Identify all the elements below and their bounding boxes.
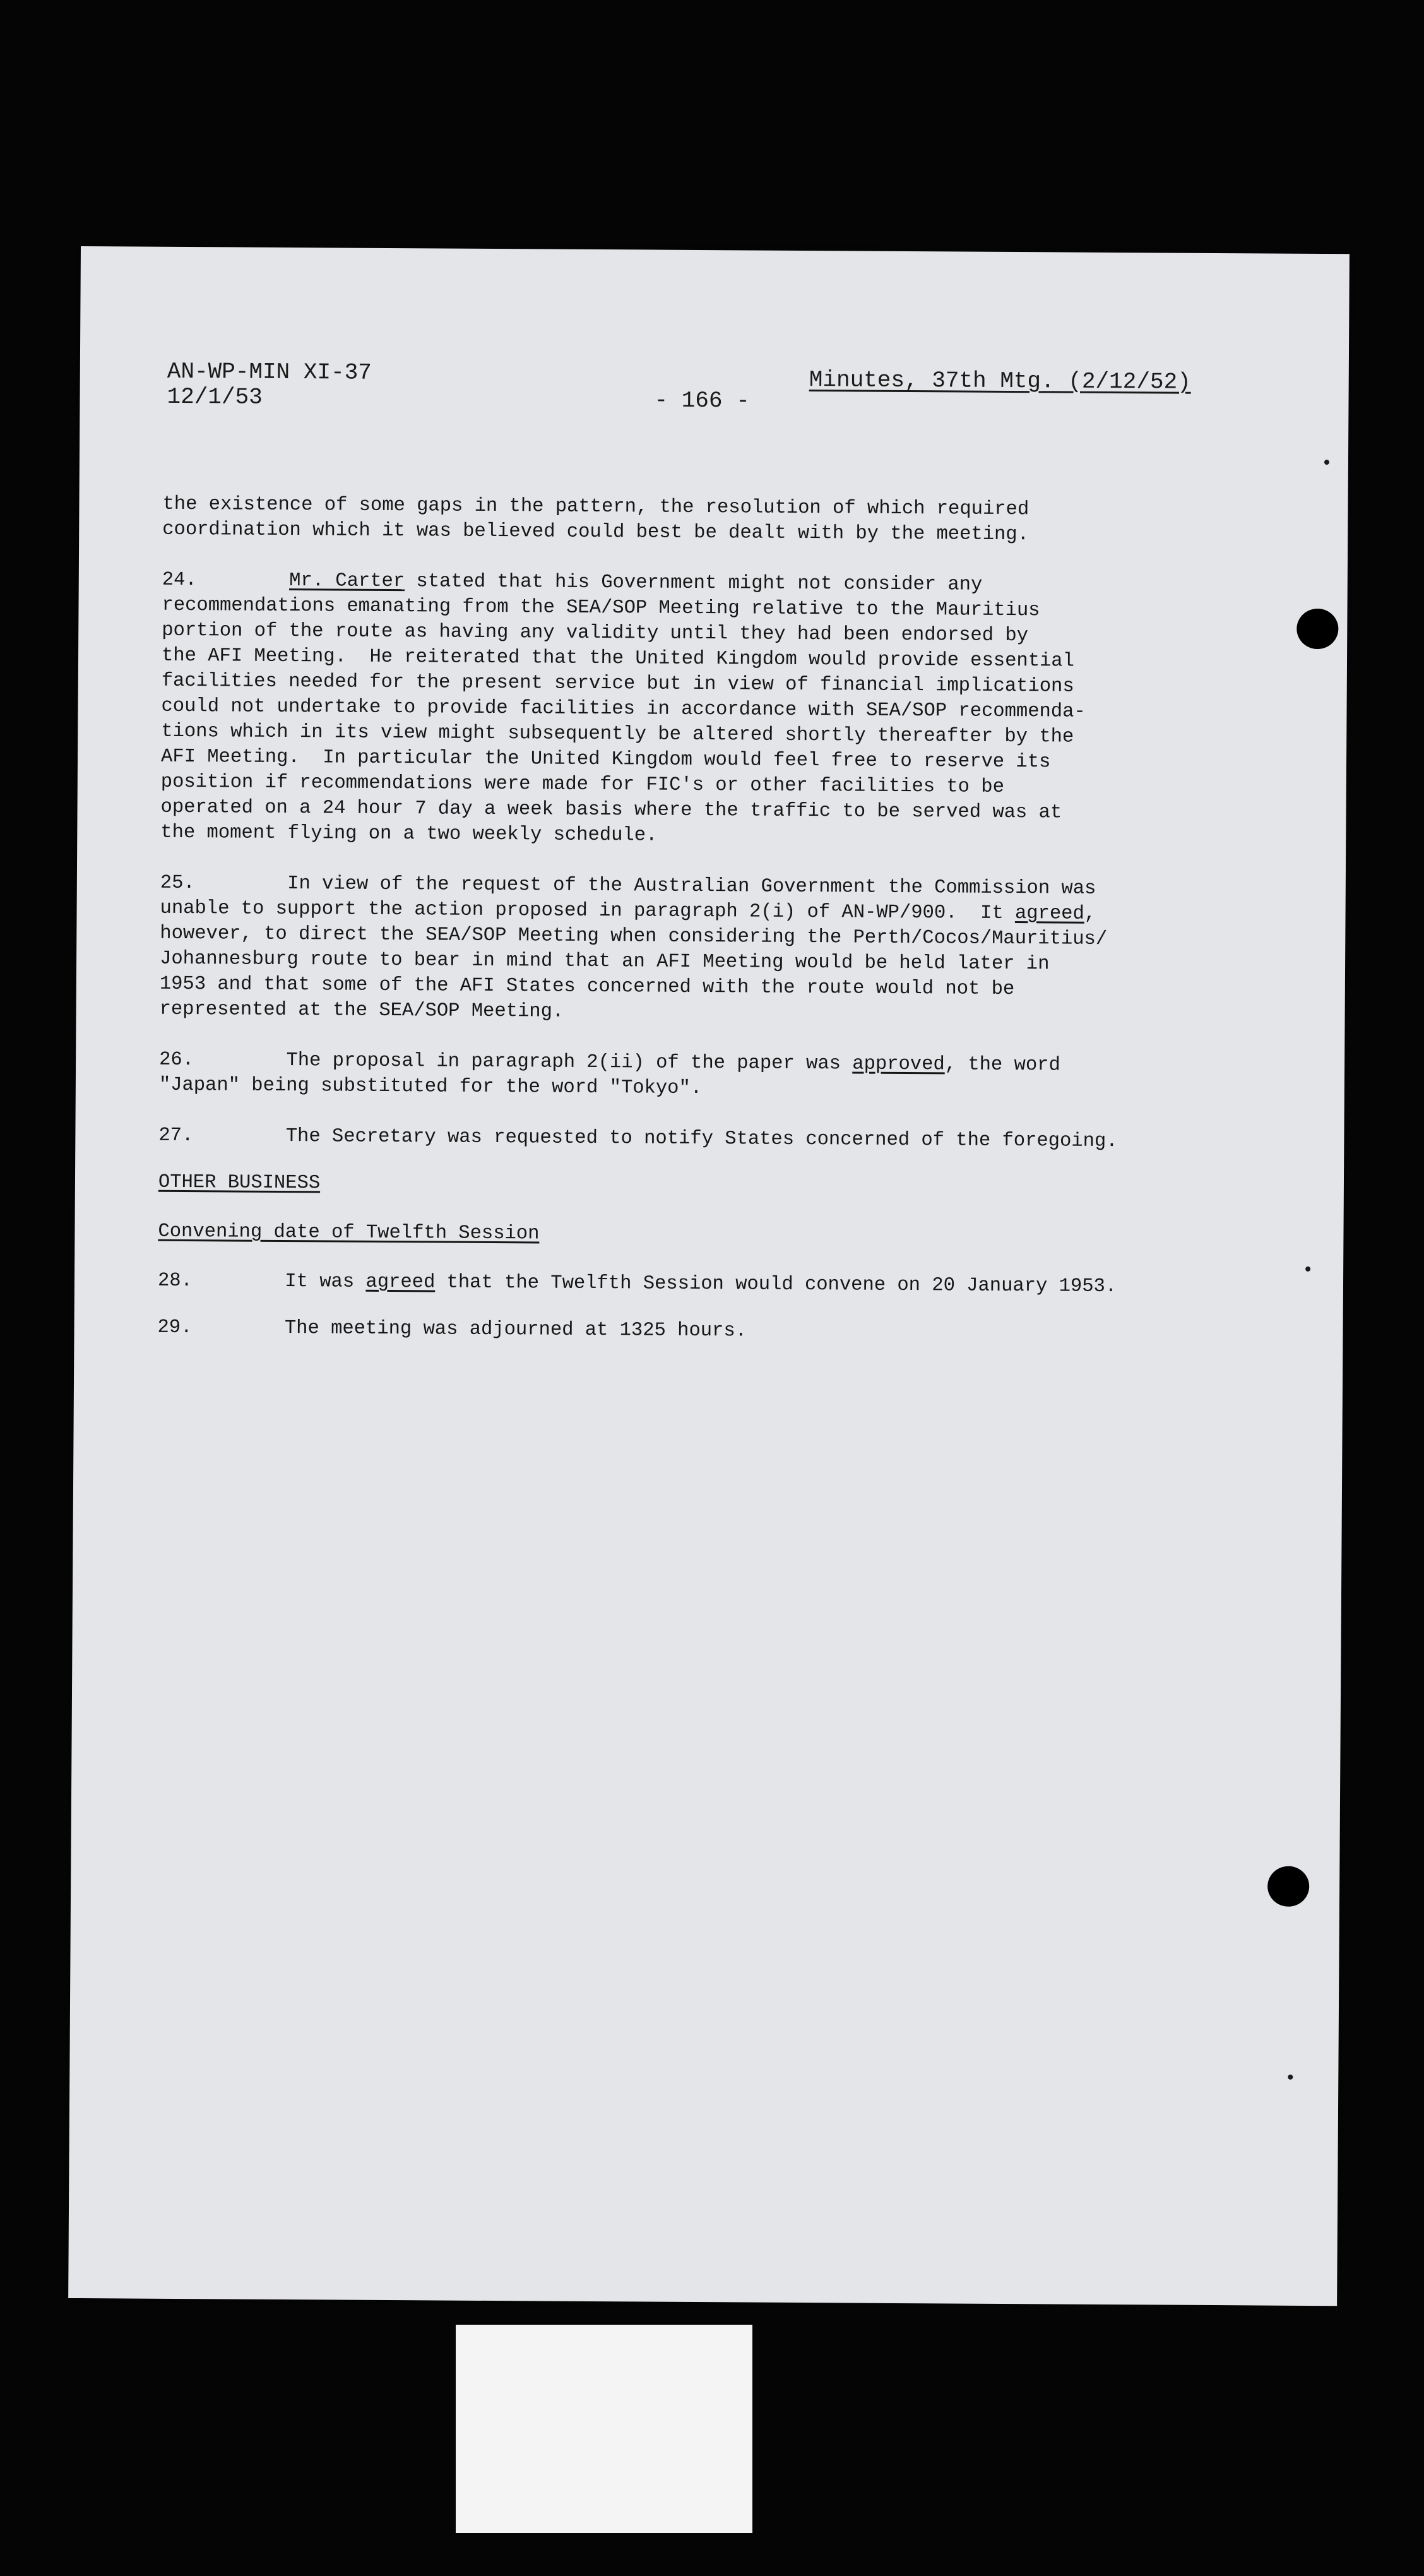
text-line: the existence of some gaps in the pattern, the resolution of which required — [162, 493, 1029, 521]
document-body — [157, 492, 1223, 1372]
minutes-reference: Minutes, 37th Mtg. (2/12/52) — [809, 367, 1191, 395]
punch-hole-top — [1296, 609, 1338, 649]
text-line: "Japan" being substituted for the word "Tokyo". — [158, 1074, 703, 1100]
doc-reference: AN-WP-MIN XI-37 — [167, 358, 372, 386]
paragraph-29 — [157, 1315, 1218, 1347]
paragraph-27 — [158, 1123, 1219, 1155]
text-line: AFI Meeting. In particular the United Kingdom would feel free to reserve its — [160, 746, 1051, 773]
paragraph-26 — [159, 1047, 1219, 1104]
text-line: coordination which it was believed could best be dealt with by the meeting. — [162, 518, 1029, 546]
agreed-keyword: agreed — [365, 1271, 436, 1294]
text-line: represented at the SEA/SOP Meeting. — [159, 998, 564, 1023]
text-line: Johannesburg route to bear in mind that an AFI Meeting would be held later in — [160, 948, 1050, 975]
section-heading-convening-date: Convening date of Twelfth Session — [158, 1220, 540, 1245]
page-number: - 166 - — [654, 387, 750, 414]
text-line: The meeting was adjourned at 1325 hours. — [284, 1318, 747, 1342]
document-page — [68, 246, 1350, 2306]
text-line: the moment flying on a two weekly schedule. — [160, 821, 658, 847]
text-line: 1953 and that some of the AFI States concerned with the route would not be — [159, 973, 1015, 1001]
text-line: In view of the request of the Australian Government the Commission was — [287, 873, 1096, 900]
speaker-name: Mr. Carter — [289, 570, 405, 593]
paragraph-number: 26. — [159, 1049, 194, 1071]
text-line: operated on a 24 hour 7 day a week basis where the traffic to be served was at — [160, 796, 1062, 824]
text-line: , the word — [944, 1054, 1060, 1076]
text-line: that the Twelfth Session would convene on 20 January 1953. — [435, 1272, 1117, 1298]
paragraph-24 — [160, 568, 1223, 852]
header-left — [167, 359, 372, 411]
text-line: the AFI Meeting. He reiterated that the United Kingdom would provide essential — [161, 645, 1075, 672]
speck-mark — [1305, 1267, 1310, 1272]
paragraph-number: 25. — [160, 872, 195, 895]
paragraph-continuation — [162, 492, 1223, 549]
punctuation: , — [1084, 903, 1096, 925]
text-line: however, to direct the SEA/SOP Meeting when considering the Perth/Cocos/Mauritius/ — [160, 922, 1108, 950]
paragraph-number: 28. — [157, 1270, 193, 1292]
text-line: unable to support the action proposed in paragraph 2(i) of AN-WP/900. It — [160, 897, 1016, 925]
section-heading-other-business: OTHER BUSINESS — [158, 1171, 321, 1195]
paragraph-25 — [159, 871, 1220, 1029]
text-line: The Secretary was requested to notify States concerned of the foregoing. — [285, 1126, 1118, 1153]
archive-label-card — [456, 2325, 752, 2533]
paragraph-28 — [158, 1268, 1218, 1300]
agreed-keyword: agreed — [1014, 903, 1084, 925]
punch-hole-bottom — [1267, 1866, 1309, 1907]
text-line: position if recommendations were made for FIC's or other facilities to be — [160, 771, 1005, 798]
text-line: It was — [285, 1271, 366, 1293]
paragraph-number: 27. — [158, 1124, 194, 1147]
text-line: portion of the route as having any validity until they had been endorsed by — [162, 619, 1029, 647]
text-line: The proposal in paragraph 2(ii) of the paper was — [286, 1050, 853, 1075]
paragraph-number: 29. — [157, 1316, 193, 1339]
speck-mark — [1288, 2075, 1293, 2080]
text-line: stated that his Government might not consider any — [405, 571, 983, 596]
text-line: recommendations emanating from the SEA/SOP Meeting relative to the Mauritius — [162, 594, 1040, 622]
text-line: facilities needed for the present service but in view of financial implications — [161, 670, 1074, 698]
doc-date: 12/1/53 — [167, 383, 263, 410]
paragraph-number: 24. — [162, 569, 197, 592]
text-line: could not undertake to provide facilities in accordance with SEA/SOP recommenda- — [161, 695, 1086, 723]
text-line: tions which in its view might subsequently be altered shortly thereafter by the — [161, 720, 1074, 748]
speck-mark — [1324, 460, 1329, 465]
approved-keyword: approved — [852, 1053, 945, 1076]
